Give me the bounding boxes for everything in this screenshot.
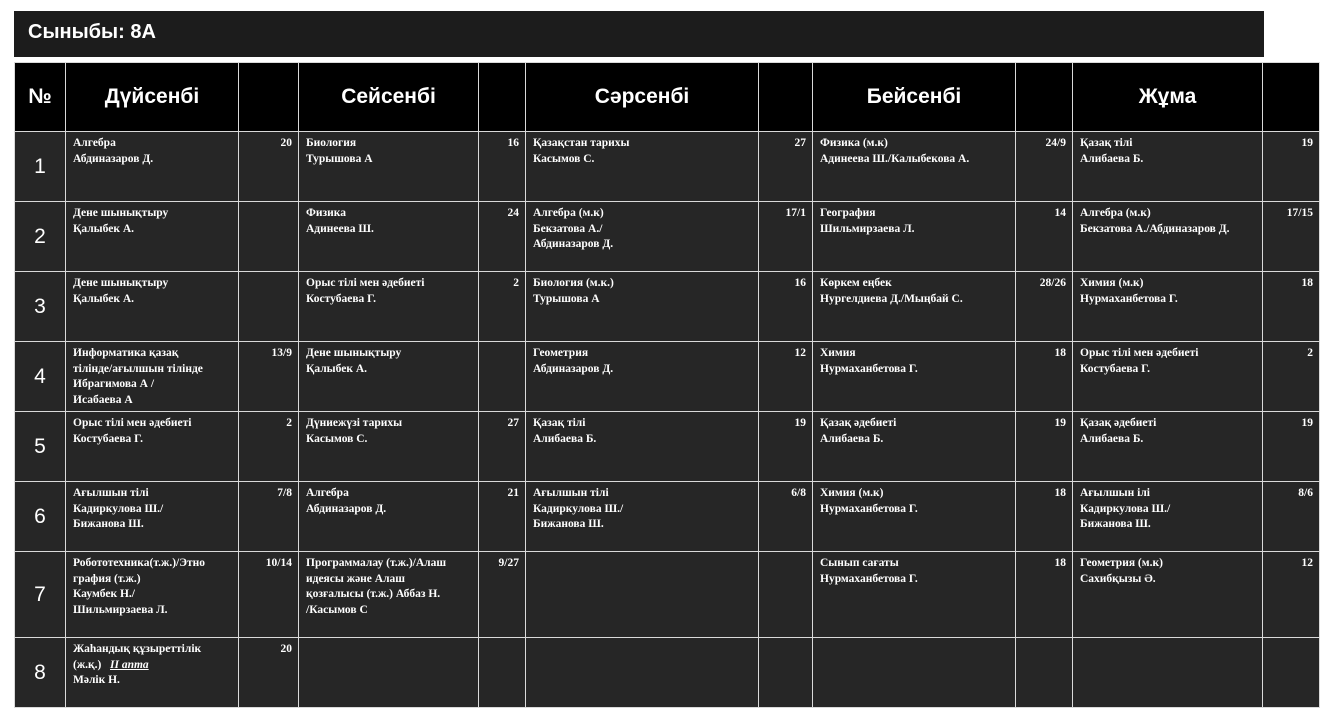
lesson-number: 8 [15, 638, 66, 708]
lesson-text-line: Бижанова Ш. [533, 518, 604, 530]
lesson-text-line: Жаһандық құзыреттілік [73, 643, 202, 655]
week-note: II апта [110, 658, 149, 671]
room-number-wednesday [759, 552, 813, 638]
lesson-cell-thursday [813, 638, 1016, 708]
lesson-text-line: Костубаева Г. [306, 292, 377, 305]
lesson-text-line: Алгебра (м.к) [533, 207, 604, 219]
lesson-text-line: Қалыбек А. [306, 362, 368, 375]
header-day-tuesday: Сейсенбі [299, 63, 479, 132]
lesson-text-line: Робототехника(т.ж.)/Этно [73, 557, 206, 569]
lesson-text-line: Алибаева Б. [533, 432, 597, 445]
lesson-text-line: Ибрагимова А / [73, 378, 155, 390]
lesson-text-line: Нурмаханбетова Г. [1080, 292, 1178, 305]
lesson-text-line: Қазақ әдебиеті [1080, 417, 1157, 429]
lesson-number: 3 [15, 272, 66, 342]
lesson-cell-wednesday [526, 638, 759, 708]
lesson-text-line: Нургелдиева Д./Мыңбай С. [820, 292, 963, 305]
lesson-number: 5 [15, 412, 66, 482]
lesson-cell-tuesday [299, 202, 479, 272]
lesson-cell-thursday [813, 552, 1016, 638]
room-number-wednesday: 12 [759, 342, 813, 412]
lesson-text-line: Абдиназаров Д. [306, 502, 387, 515]
lesson-text-line: Кадиркулова Ш./ [73, 502, 164, 515]
room-number-monday: 20 [239, 638, 299, 708]
room-number-tuesday: 9/27 [479, 552, 526, 638]
lesson-cell-monday [66, 132, 239, 202]
lesson-cell-thursday [813, 132, 1016, 202]
lesson-text-line: Касымов С. [306, 432, 368, 445]
lesson-text-line: Нурмаханбетова Г. [820, 502, 918, 515]
lesson-text-line: Исабаева А [73, 393, 133, 406]
lesson-text-line: Биология [306, 137, 357, 149]
room-number-tuesday: 16 [479, 132, 526, 202]
room-number-monday: 13/9 [239, 342, 299, 412]
lesson-cell-tuesday [299, 482, 479, 552]
lesson-cell-monday [66, 552, 239, 638]
lesson-cell-tuesday [299, 412, 479, 482]
lesson-text-line: Орыс тілі мен әдебиеті [1080, 347, 1199, 359]
lesson-text-line: Адинеева Ш. [306, 222, 374, 235]
lesson-cell-wednesday [526, 272, 759, 342]
room-number-friday: 2 [1263, 342, 1320, 412]
lesson-cell-friday [1073, 202, 1263, 272]
lesson-text-line: Сахибқызы Ә. [1080, 572, 1156, 585]
room-number-tuesday: 27 [479, 412, 526, 482]
lesson-text-line: Алгебра (м.к) [1080, 207, 1151, 219]
lesson-row [15, 552, 1320, 638]
lesson-text-line: (ж.қ.) II апта [73, 658, 149, 671]
lesson-cell-friday [1073, 342, 1263, 412]
lesson-text-line: Қазақ әдебиеті [820, 417, 897, 429]
room-number-friday: 19 [1263, 412, 1320, 482]
lesson-text-line: Турышова А [533, 292, 600, 305]
lesson-text-line: Қазақстан тарихы [533, 137, 630, 149]
lesson-text-line: Абдиназаров Д. [533, 238, 614, 250]
lesson-text-line: Алибаева Б. [820, 432, 884, 445]
lesson-text-line: Орыс тілі мен әдебиеті [73, 417, 192, 429]
header-day-thursday: Бейсенбі [813, 63, 1016, 132]
header-num: № [15, 63, 66, 132]
lesson-text-line: /Касымов С [306, 603, 368, 616]
lesson-cell-tuesday [299, 272, 479, 342]
lesson-text-line: Дүниежүзі тарихы [306, 417, 403, 429]
lesson-row [15, 412, 1320, 482]
lesson-text-line: Химия (м.к) [1080, 277, 1144, 289]
lesson-text-line: Мәлік Н. [73, 674, 120, 686]
lesson-cell-thursday [813, 342, 1016, 412]
lesson-text-line: Геометрия [533, 347, 589, 359]
room-number-friday: 8/6 [1263, 482, 1320, 552]
lesson-text-line: Көркем еңбек [820, 277, 892, 289]
lesson-cell-thursday [813, 412, 1016, 482]
lesson-text-line: Алибаева Б. [1080, 152, 1144, 165]
room-number-monday: 20 [239, 132, 299, 202]
lesson-cell-tuesday [299, 132, 479, 202]
lesson-text-line: Алгебра [73, 137, 116, 149]
header-day-friday: Жұма [1073, 63, 1263, 132]
lesson-text-line: Адинеева Ш./Калыбекова А. [820, 152, 970, 165]
room-number-tuesday: 24 [479, 202, 526, 272]
room-number-thursday: 18 [1016, 482, 1073, 552]
lesson-cell-monday [66, 638, 239, 708]
lesson-text-line: Ағылшын тілі [73, 487, 149, 499]
lesson-cell-friday [1073, 412, 1263, 482]
lesson-text-line: Сынып сағаты [820, 557, 899, 569]
header-room-tuesday [479, 63, 526, 132]
lesson-cell-wednesday [526, 342, 759, 412]
lesson-text-line: Қалыбек А. [73, 292, 135, 305]
room-number-thursday: 24/9 [1016, 132, 1073, 202]
room-number-tuesday [479, 638, 526, 708]
lesson-cell-thursday [813, 482, 1016, 552]
room-number-wednesday: 16 [759, 272, 813, 342]
lesson-cell-tuesday [299, 342, 479, 412]
room-number-wednesday [759, 638, 813, 708]
lesson-cell-wednesday [526, 132, 759, 202]
lesson-text-line: Алгебра [306, 487, 349, 499]
lesson-text-line: Бижанова Ш. [73, 518, 144, 530]
lesson-text-line: Химия (м.к) [820, 487, 884, 499]
lesson-number: 1 [15, 132, 66, 202]
lesson-cell-monday [66, 342, 239, 412]
lesson-text-line: Костубаева Г. [73, 432, 144, 445]
room-number-wednesday: 19 [759, 412, 813, 482]
lesson-text-line: идеясы және Алаш [306, 572, 405, 585]
room-number-friday: 18 [1263, 272, 1320, 342]
room-number-friday: 17/15 [1263, 202, 1320, 272]
lesson-text-line: Нурмаханбетова Г. [820, 362, 918, 375]
header-day-wednesday: Сәрсенбі [526, 63, 759, 132]
room-number-friday: 12 [1263, 552, 1320, 638]
lesson-text-line: Қазақ тілі [1080, 137, 1133, 149]
lesson-text-line: Физика (м.к) [820, 137, 888, 149]
room-number-tuesday: 21 [479, 482, 526, 552]
lesson-text-line: Каумбек Н./ [73, 588, 136, 600]
lesson-text-line: Кадиркулова Ш./ [533, 502, 624, 515]
room-number-thursday: 28/26 [1016, 272, 1073, 342]
lesson-cell-monday [66, 272, 239, 342]
lesson-row [15, 482, 1320, 552]
room-number-thursday: 19 [1016, 412, 1073, 482]
lesson-number: 7 [15, 552, 66, 638]
lesson-cell-wednesday [526, 412, 759, 482]
schedule-table [14, 62, 1320, 708]
lesson-text-line: Дене шынықтыру [73, 277, 169, 289]
room-number-thursday: 18 [1016, 342, 1073, 412]
lesson-text-line: Бижанова Ш. [1080, 518, 1151, 530]
lesson-row [15, 342, 1320, 412]
room-number-tuesday [479, 342, 526, 412]
room-number-wednesday: 27 [759, 132, 813, 202]
lesson-cell-monday [66, 202, 239, 272]
room-number-thursday: 14 [1016, 202, 1073, 272]
lesson-cell-tuesday [299, 638, 479, 708]
header-room-monday [239, 63, 299, 132]
lesson-text-line: Физика [306, 207, 346, 219]
room-number-thursday: 18 [1016, 552, 1073, 638]
lesson-text-line: География [820, 207, 876, 219]
lesson-text-line: Костубаева Г. [1080, 362, 1151, 375]
header-room-wednesday [759, 63, 813, 132]
room-number-monday [239, 272, 299, 342]
lesson-text-line: Геометрия (м.к) [1080, 557, 1163, 569]
lesson-text-line: Ағылшын ілі [1080, 487, 1150, 499]
schedule-body [15, 132, 1320, 708]
lesson-row [15, 272, 1320, 342]
lesson-text-line: Касымов С. [533, 152, 595, 165]
lesson-cell-thursday [813, 272, 1016, 342]
lesson-number: 4 [15, 342, 66, 412]
room-number-thursday [1016, 638, 1073, 708]
room-number-monday [239, 202, 299, 272]
lesson-cell-wednesday [526, 202, 759, 272]
class-title-bar [14, 11, 1264, 57]
lesson-text-line: Абдиназаров Д. [73, 152, 154, 165]
lesson-cell-wednesday [526, 482, 759, 552]
lesson-text-line: Қазақ тілі [533, 417, 586, 429]
lesson-text-line: Қалыбек А. [73, 222, 135, 235]
lesson-cell-friday [1073, 482, 1263, 552]
class-title: Сыныбы: 8А [28, 21, 156, 43]
room-number-wednesday: 6/8 [759, 482, 813, 552]
lesson-cell-monday [66, 412, 239, 482]
lesson-text-line: Шильмирзаева Л. [820, 222, 915, 235]
room-number-wednesday: 17/1 [759, 202, 813, 272]
lesson-text-line: Кадиркулова Ш./ [1080, 502, 1171, 515]
lesson-text-line: Химия [820, 347, 856, 359]
lesson-text-line: Дене шынықтыру [73, 207, 169, 219]
lesson-cell-friday [1073, 552, 1263, 638]
lesson-text-line: Турышова А [306, 152, 373, 165]
lesson-text-line: Бекзатова А./ [533, 222, 603, 235]
lesson-text-line: Шильмирзаева Л. [73, 603, 168, 616]
lesson-text-line: графия (т.ж.) [73, 572, 141, 585]
lesson-text-line: Программалау (т.ж.)/Алаш [306, 557, 447, 569]
header-day-monday: Дүйсенбі [66, 63, 239, 132]
room-number-tuesday: 2 [479, 272, 526, 342]
lesson-row [15, 202, 1320, 272]
lesson-cell-wednesday [526, 552, 759, 638]
lesson-text-line: Абдиназаров Д. [533, 362, 614, 375]
header-room-friday [1263, 63, 1320, 132]
lesson-text-line: Орыс тілі мен әдебиеті [306, 277, 425, 289]
lesson-text-line: Биология (м.к.) [533, 277, 614, 289]
lesson-text-line: Ағылшын тілі [533, 487, 609, 499]
lesson-number: 2 [15, 202, 66, 272]
lesson-text-line: Бекзатова А./Абдиназаров Д. [1080, 222, 1230, 235]
lesson-text-line: Дене шынықтыру [306, 347, 402, 359]
lesson-cell-monday [66, 482, 239, 552]
lesson-text-line: қозғалысы (т.ж.) Аббаз Н. [306, 588, 441, 600]
room-number-friday: 19 [1263, 132, 1320, 202]
lesson-cell-friday [1073, 132, 1263, 202]
room-number-monday: 2 [239, 412, 299, 482]
header-row [15, 63, 1320, 132]
room-number-monday: 7/8 [239, 482, 299, 552]
lesson-number: 6 [15, 482, 66, 552]
lesson-row [15, 132, 1320, 202]
header-room-thursday [1016, 63, 1073, 132]
lesson-text-line: тілінде/ағылшын тілінде [73, 362, 203, 375]
lesson-cell-friday [1073, 272, 1263, 342]
lesson-text-line: Нурмаханбетова Г. [820, 572, 918, 585]
room-number-monday: 10/14 [239, 552, 299, 638]
lesson-row [15, 638, 1320, 708]
room-number-friday [1263, 638, 1320, 708]
lesson-cell-tuesday [299, 552, 479, 638]
lesson-text-line: Информатика қазақ [73, 347, 179, 359]
lesson-cell-thursday [813, 202, 1016, 272]
lesson-cell-friday [1073, 638, 1263, 708]
lesson-text-line: Алибаева Б. [1080, 432, 1144, 445]
